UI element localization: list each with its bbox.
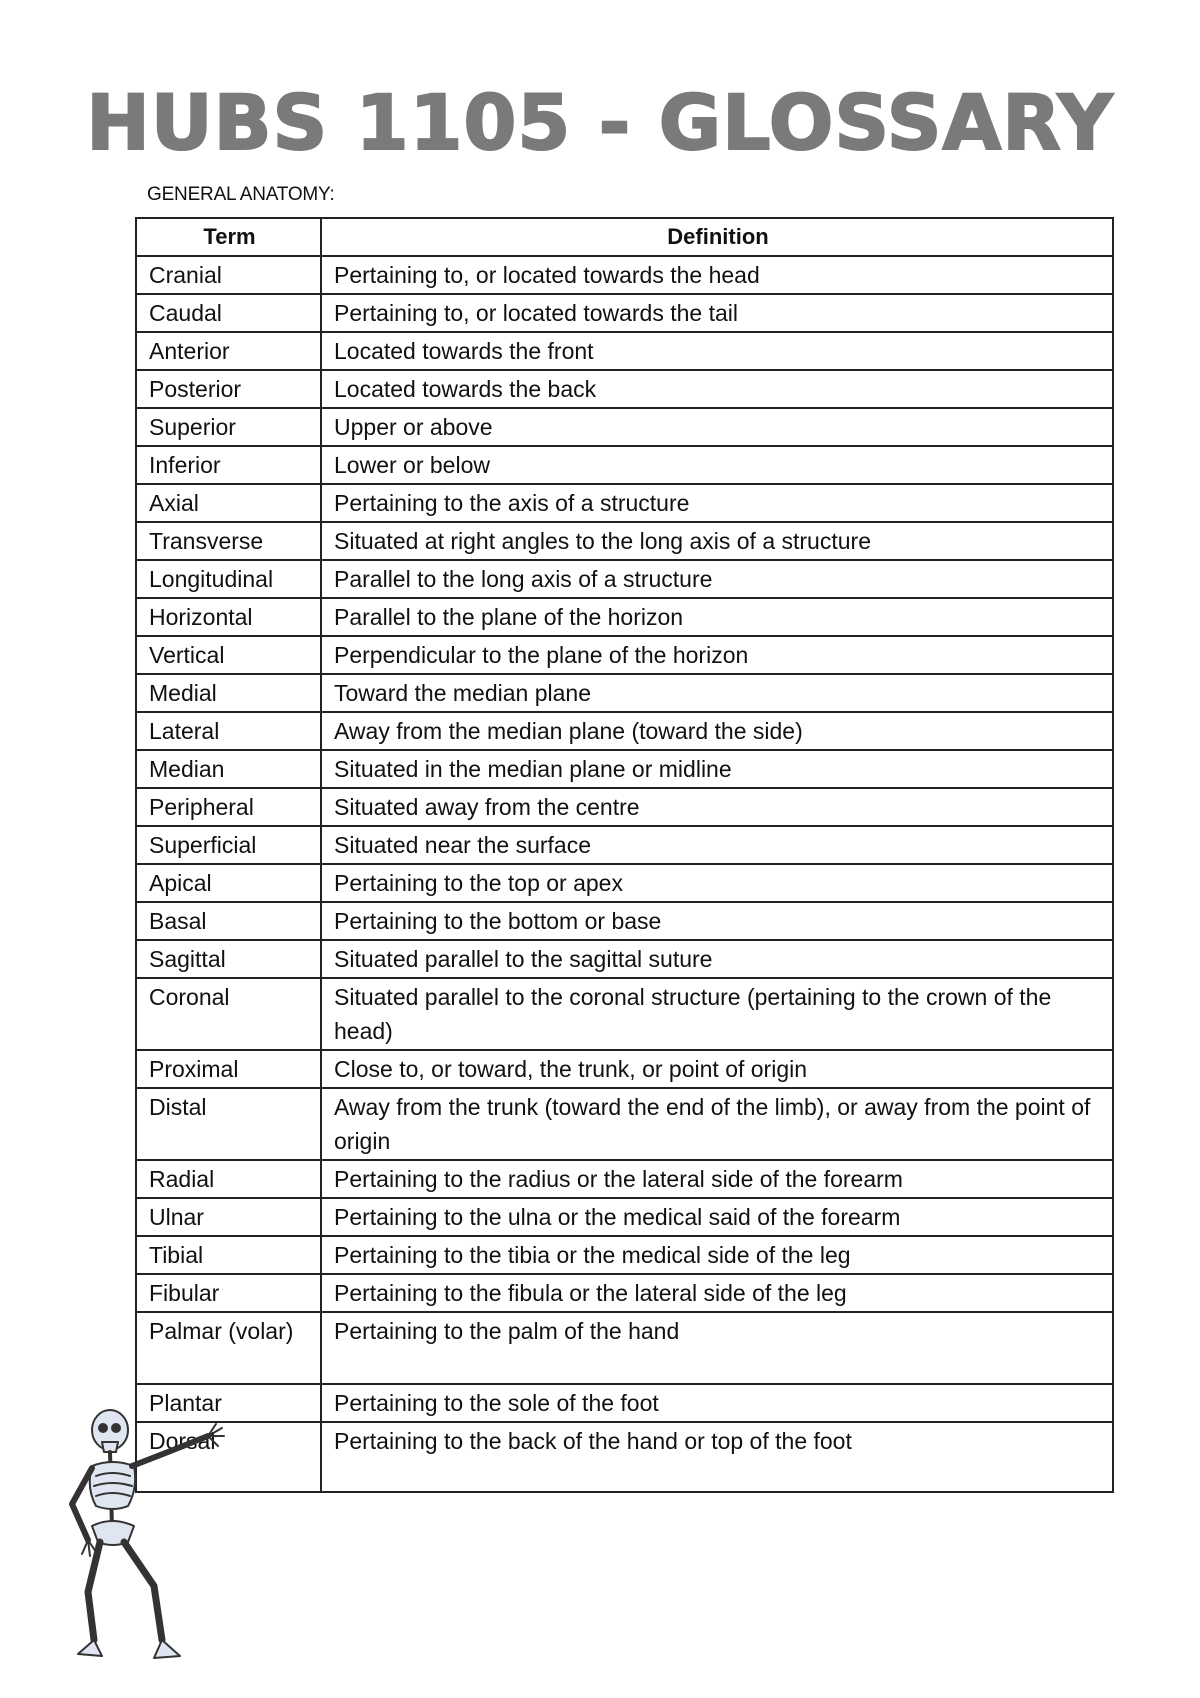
definition-cell: Parallel to the plane of the horizon xyxy=(321,598,1113,636)
definition-cell: Situated near the surface xyxy=(321,826,1113,864)
table-row xyxy=(136,1422,1113,1492)
term-cell: Coronal xyxy=(136,978,321,1050)
table-row xyxy=(136,750,1113,788)
definition-cell: Located towards the front xyxy=(321,332,1113,370)
term-cell: Proximal xyxy=(136,1050,321,1088)
table-row xyxy=(136,978,1113,1050)
definition-cell: Pertaining to the radius or the lateral side of the forearm xyxy=(321,1160,1113,1198)
definition-cell: Located towards the back xyxy=(321,370,1113,408)
term-cell: Dorsal xyxy=(136,1422,321,1492)
definition-cell: Lower or below xyxy=(321,446,1113,484)
table-row xyxy=(136,1050,1113,1088)
definition-cell: Pertaining to the sole of the foot xyxy=(321,1384,1113,1422)
definition-cell: Pertaining to the tibia or the medical side of the leg xyxy=(321,1236,1113,1274)
table-header-row xyxy=(136,218,1113,256)
term-cell: Cranial xyxy=(136,256,321,294)
term-cell: Plantar xyxy=(136,1384,321,1422)
definition-cell: Pertaining to the axis of a structure xyxy=(321,484,1113,522)
table-row xyxy=(136,256,1113,294)
term-cell: Ulnar xyxy=(136,1198,321,1236)
term-cell: Vertical xyxy=(136,636,321,674)
definition-cell: Close to, or toward, the trunk, or point of origin xyxy=(321,1050,1113,1088)
term-cell: Axial xyxy=(136,484,321,522)
definition-cell: Situated parallel to the coronal structure (pertaining to the crown of the head) xyxy=(321,978,1113,1050)
term-cell: Palmar (volar) xyxy=(136,1312,321,1384)
definition-column-header: Definition xyxy=(321,218,1113,256)
skeleton-icon xyxy=(58,1408,258,1668)
page-title: HUBS 1105 - GLOSSARY xyxy=(86,78,1114,167)
term-cell: Anterior xyxy=(136,332,321,370)
term-cell: Lateral xyxy=(136,712,321,750)
table-row xyxy=(136,522,1113,560)
section-heading: GENERAL ANATOMY: xyxy=(147,184,335,205)
table-row xyxy=(136,332,1113,370)
table-row xyxy=(136,1274,1113,1312)
definition-cell: Parallel to the long axis of a structure xyxy=(321,560,1113,598)
term-cell: Peripheral xyxy=(136,788,321,826)
term-cell: Median xyxy=(136,750,321,788)
table-row xyxy=(136,826,1113,864)
term-cell: Superior xyxy=(136,408,321,446)
term-cell: Inferior xyxy=(136,446,321,484)
definition-cell: Pertaining to the fibula or the lateral side of the leg xyxy=(321,1274,1113,1312)
definition-cell: Pertaining to the back of the hand or top of the foot xyxy=(321,1422,1113,1492)
term-cell: Tibial xyxy=(136,1236,321,1274)
definition-cell: Upper or above xyxy=(321,408,1113,446)
definition-cell: Pertaining to, or located towards the tail xyxy=(321,294,1113,332)
definition-cell: Pertaining to the bottom or base xyxy=(321,902,1113,940)
term-cell: Transverse xyxy=(136,522,321,560)
term-cell: Distal xyxy=(136,1088,321,1160)
definition-cell: Situated in the median plane or midline xyxy=(321,750,1113,788)
table-row xyxy=(136,484,1113,522)
definition-cell: Away from the median plane (toward the side) xyxy=(321,712,1113,750)
table-row xyxy=(136,864,1113,902)
table-row xyxy=(136,1088,1113,1160)
table-row xyxy=(136,674,1113,712)
term-cell: Longitudinal xyxy=(136,560,321,598)
term-cell: Basal xyxy=(136,902,321,940)
term-cell: Apical xyxy=(136,864,321,902)
term-cell: Posterior xyxy=(136,370,321,408)
term-cell: Caudal xyxy=(136,294,321,332)
table-row xyxy=(136,560,1113,598)
table-row xyxy=(136,788,1113,826)
table-row xyxy=(136,1160,1113,1198)
table-row xyxy=(136,446,1113,484)
table-row xyxy=(136,940,1113,978)
term-cell: Radial xyxy=(136,1160,321,1198)
table-row xyxy=(136,1312,1113,1384)
table-row xyxy=(136,598,1113,636)
definition-cell: Pertaining to the palm of the hand xyxy=(321,1312,1113,1384)
definition-cell: Perpendicular to the plane of the horizon xyxy=(321,636,1113,674)
definition-cell: Situated parallel to the sagittal suture xyxy=(321,940,1113,978)
table-row xyxy=(136,370,1113,408)
definition-cell: Situated at right angles to the long axis of a structure xyxy=(321,522,1113,560)
term-column-header: Term xyxy=(136,218,321,256)
term-cell: Superficial xyxy=(136,826,321,864)
table-row xyxy=(136,1198,1113,1236)
table-row xyxy=(136,1384,1113,1422)
definition-cell: Away from the trunk (toward the end of the limb), or away from the point of origin xyxy=(321,1088,1113,1160)
table-row xyxy=(136,902,1113,940)
table-row xyxy=(136,1236,1113,1274)
table-row xyxy=(136,294,1113,332)
definition-cell: Pertaining to, or located towards the head xyxy=(321,256,1113,294)
table-row xyxy=(136,636,1113,674)
definition-cell: Pertaining to the top or apex xyxy=(321,864,1113,902)
term-cell: Sagittal xyxy=(136,940,321,978)
definition-cell: Situated away from the centre xyxy=(321,788,1113,826)
definition-cell: Pertaining to the ulna or the medical said of the forearm xyxy=(321,1198,1113,1236)
term-cell: Fibular xyxy=(136,1274,321,1312)
table-row xyxy=(136,712,1113,750)
term-cell: Horizontal xyxy=(136,598,321,636)
term-cell: Medial xyxy=(136,674,321,712)
glossary-table xyxy=(135,217,1114,1493)
definition-cell: Toward the median plane xyxy=(321,674,1113,712)
table-row xyxy=(136,408,1113,446)
